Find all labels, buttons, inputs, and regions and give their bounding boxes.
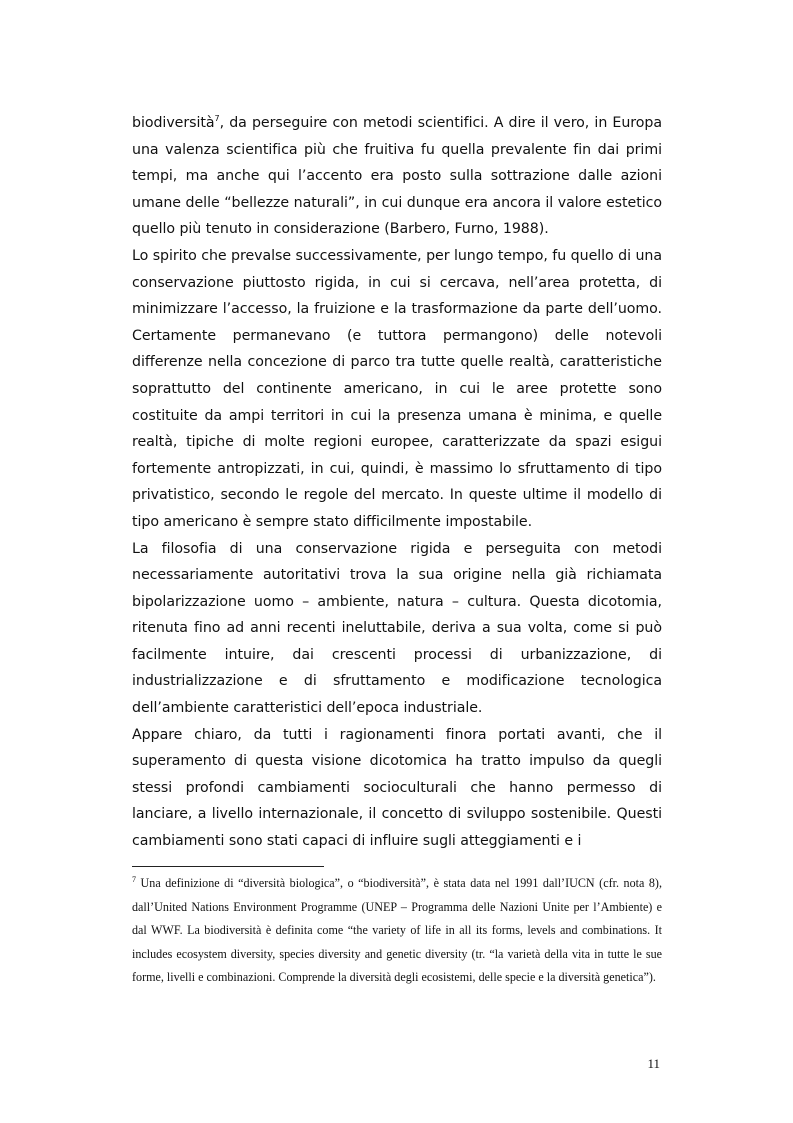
footnote-text: Una definizione di “diversità biologica”, o “biodiversità”, è stata data nel 1991 dall’IUCN (cfr. nota 8), dall’United Nations Environment Programme (UNEP – Programma delle Nazioni Unite per l’Ambiente) e dal WWF. La biodiversità è definita come “the variety of life in all its forms, levels and combinations. It includes ecosystem diversity, species diversity and genetic diversity (tr. “la varietà della vita in tutte le sue forme, livelli e combinazioni. Comprende la diversità degli ecosistemi, delle specie e la diversità genetica”). xyxy=(132,876,662,984)
footnote xyxy=(132,872,662,990)
paragraph-4: Appare chiaro, da tutti i ragionamenti finora portati avanti, che il superamento di questa visione dicotomica ha tratto impulso da quegli stessi profondi cambiamenti socioculturali che hanno permesso di lanciare, a livello internazionale, il concetto di sviluppo sostenibile. Questi cambiamenti sono stati capaci di influire sugli atteggiamenti e i xyxy=(132,726,662,850)
footnote-separator xyxy=(132,866,324,867)
paragraph-1-lead: biodiversità xyxy=(132,115,215,131)
paragraph-3: La filosofia di una conservazione rigida e perseguita con metodi necessariamente autoritativi trova la sua origine nella già richiamata bipolarizzazione uomo – ambiente, natura – cultura. Questa dicotomia, ritenuta fino ad anni recenti ineluttabile, deriva a sua volta, come si può facilmente intuire, dai crescenti processi di urbanizzazione, di industrializzazione e di sfruttamento e modificazione tecnologica dell’ambiente caratteristici dell’epoca industriale. xyxy=(132,540,662,717)
footnote-reference: 7 xyxy=(214,114,220,123)
body-text xyxy=(132,110,662,855)
paragraph-1 xyxy=(132,110,662,243)
page-number: 11 xyxy=(647,1056,660,1071)
paragraph-1-text: , da perseguire con metodi scientifici. A dire il vero, in Europa una valenza scientifica più che fruitiva fu quella prevalente fin dai primi tempi, ma anche qui l’accento era posto sulla sottrazione dalle azioni umane delle “bellezze naturali”, in cui dunque era ancora il valore estetico quello più tenuto in considerazione (Barbero, Furno, 1988). xyxy=(132,115,662,238)
paragraph-2: Lo spirito che prevalse successivamente, per lungo tempo, fu quello di una conservazione piuttosto rigida, in cui si cercava, nell’area protetta, di minimizzare l’accesso, la fruizione e la trasformazione da parte dell’uomo. Certamente permanevano (e tuttora permangono) delle notevoli differenze nella concezione di parco tra tutte quelle realtà, caratteristiche soprattutto del continente americano, in cui le aree protette sono costituite da ampi territori in cui la presenza umana è minima, e quelle realtà, tipiche di molte regioni europee, caratterizzate da spazi esigui fortemente antropizzati, in cui, quindi, è massimo lo sfruttamento di tipo privatistico, secondo le regole del mercato. In queste ultime il modello di tipo americano è sempre stato difficilmente impostabile. xyxy=(132,247,662,530)
footnote-number: 7 xyxy=(132,875,136,884)
